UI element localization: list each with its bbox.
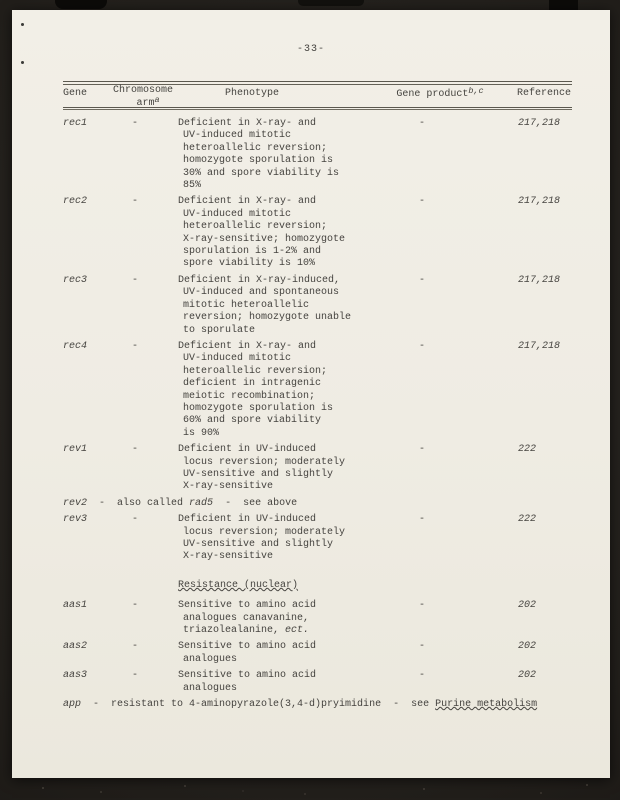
gene-product-value: - <box>418 274 425 286</box>
phenotype-line: homozygote sporulation is <box>183 155 334 167</box>
scan-noise <box>42 787 44 789</box>
phenotype-text <box>147 514 382 564</box>
table-row <box>12 600 610 637</box>
phenotype-line: 60% and spore viability <box>183 415 322 427</box>
table-row <box>12 444 610 494</box>
phenotype-line: to sporulate <box>183 324 256 336</box>
footnote-marker-bc: b,c <box>468 85 484 96</box>
phenotype-line: UV-induced and spontaneous <box>183 287 340 299</box>
punch-mark <box>21 23 24 26</box>
column-header-arm-text: arm <box>136 98 155 109</box>
gene-name: aas2 <box>63 641 88 653</box>
phenotype-line: deficient in intragenic <box>183 378 322 390</box>
phenotype-text <box>147 641 382 666</box>
gene-name: rec2 <box>63 196 88 208</box>
chromosome-arm-value: - <box>131 274 138 286</box>
phenotype-line: UV-sensitive and slightly <box>183 468 334 480</box>
table-row <box>12 341 610 440</box>
phenotype-text <box>147 275 382 337</box>
phenotype-line: X-ray-sensitive <box>183 481 274 493</box>
document-page <box>12 10 610 778</box>
phenotype-line: heteroallelic reversion; <box>183 221 328 233</box>
wavy-underlined-text: Purine metabolism <box>435 699 538 711</box>
phenotype-line: Sensitive to amino acid <box>178 600 317 612</box>
phenotype-text <box>147 118 382 192</box>
phenotype-line: Deficient in X-ray- and <box>178 340 317 352</box>
note-text: - see above <box>213 497 298 509</box>
phenotype-line: UV-sensitive and slightly <box>183 539 334 550</box>
note-text: - also called <box>87 497 190 509</box>
chromosome-arm-value: - <box>131 196 138 208</box>
table-row <box>12 196 610 270</box>
table-row-note <box>12 498 610 510</box>
gene-name: rev1 <box>63 444 88 456</box>
phenotype-line: triazolealanine, ect. <box>183 625 310 637</box>
phenotype-line: Deficient in X-ray- and <box>178 118 317 129</box>
phenotype-line: locus reversion; moderately <box>183 456 346 468</box>
chromosome-arm-value: - <box>131 600 138 612</box>
phenotype-line: analogues <box>183 653 238 665</box>
phenotype-text <box>147 444 382 494</box>
gene-name: rec3 <box>63 274 88 286</box>
phenotype-line: spore viability is 10% <box>183 258 316 270</box>
chromosome-arm-value: - <box>131 118 138 129</box>
chromosome-arm-value: - <box>131 641 138 653</box>
phenotype-text <box>147 600 382 637</box>
chromosome-arm-value: - <box>131 340 138 352</box>
phenotype-line: Deficient in UV-induced <box>178 514 317 526</box>
page-number: -33- <box>296 44 325 55</box>
scan-artifact <box>298 0 364 6</box>
phenotype-line: X-ray-sensitive <box>183 551 274 563</box>
gene-name: aas3 <box>63 670 88 682</box>
gene-product-value: - <box>418 600 425 612</box>
phenotype-line: X-ray-sensitive; homozygote <box>183 233 346 245</box>
italic-text: rad5 <box>189 497 214 509</box>
phenotype-line: homozygote sporulation is <box>183 402 334 414</box>
phenotype-line: Deficient in X-ray-induced, <box>178 274 341 286</box>
phenotype-line: analogues <box>183 682 238 694</box>
column-header-chromosome: Chromosome <box>112 85 174 96</box>
reference-value: 202 <box>518 641 537 653</box>
phenotype-text <box>147 196 382 270</box>
reference-value: 222 <box>518 444 537 456</box>
phenotype-line: 85% <box>183 180 202 192</box>
italic-text: rev2 <box>63 497 88 509</box>
column-header-reference: Reference <box>517 88 572 99</box>
gene-name: rec4 <box>63 340 88 352</box>
phenotype-line: meiotic recombination; <box>183 390 316 402</box>
gene-product-value: - <box>418 196 425 208</box>
column-header-gene-product <box>396 85 484 101</box>
phenotype-line: analogues canavanine, <box>183 612 310 624</box>
gene-product-value: - <box>418 118 425 129</box>
table-row <box>12 514 610 564</box>
footnote-marker-a: a <box>154 94 160 105</box>
note-text: - resistant to 4-aminopyrazole(3,4-d)pryimidine - see <box>81 699 436 711</box>
gene-name: aas1 <box>63 600 88 612</box>
phenotype-line: UV-induced mitotic <box>183 208 292 220</box>
table-rows <box>12 118 610 715</box>
phenotype-line: locus reversion; moderately <box>183 526 346 538</box>
phenotype-text <box>147 670 382 695</box>
column-header-gene: Gene <box>63 88 88 99</box>
phenotype-line: mitotic heteroallelic <box>183 299 310 311</box>
phenotype-line: is 90% <box>183 427 220 439</box>
phenotype-line: Sensitive to amino acid <box>178 670 317 682</box>
gene-product-value: - <box>418 670 425 682</box>
gene-product-value: - <box>418 444 425 456</box>
reference-value: 217,218 <box>518 196 561 208</box>
reference-value: 222 <box>518 514 537 526</box>
reference-value: 202 <box>518 670 537 682</box>
chromosome-arm-value: - <box>131 444 138 456</box>
italic-text: ect. <box>285 625 310 637</box>
punch-mark <box>21 61 24 64</box>
phenotype-line: reversion; homozygote unable <box>183 312 352 324</box>
table-header-rule <box>63 107 572 110</box>
reference-value: 217,218 <box>518 118 561 129</box>
table-row <box>12 118 610 192</box>
scan-artifact <box>55 0 107 9</box>
table-row <box>12 275 610 337</box>
phenotype-text <box>147 341 382 440</box>
section-heading: Resistance (nuclear) <box>178 579 299 591</box>
phenotype-line: UV-induced mitotic <box>183 353 292 365</box>
chromosome-arm-value: - <box>131 514 138 526</box>
chromosome-arm-value: - <box>131 670 138 682</box>
phenotype-line: Deficient in UV-induced <box>178 444 317 456</box>
gene-product-value: - <box>418 641 425 653</box>
gene-product-value: - <box>418 514 425 526</box>
phenotype-line: heteroallelic reversion; <box>183 365 328 377</box>
column-header-phenotype: Phenotype <box>224 88 280 99</box>
phenotype-line: Sensitive to amino acid <box>178 641 317 653</box>
table-row <box>12 641 610 666</box>
reference-value: 217,218 <box>518 340 561 352</box>
phenotype-line: 30% and spore viability is <box>183 167 340 179</box>
phenotype-line: UV-induced mitotic <box>183 130 292 142</box>
table-row-note <box>12 699 610 711</box>
table-row <box>12 670 610 695</box>
italic-text: app <box>63 699 82 711</box>
gene-name: rev3 <box>63 514 88 526</box>
reference-value: 217,218 <box>518 274 561 286</box>
gene-name: rec1 <box>63 118 88 129</box>
phenotype-line: heteroallelic reversion; <box>183 142 328 154</box>
phenotype-line: sporulation is 1-2% and <box>183 246 322 258</box>
column-header-gene-product-text: Gene product <box>396 89 469 100</box>
phenotype-line: Deficient in X-ray- and <box>178 196 317 208</box>
gene-product-value: - <box>418 340 425 352</box>
reference-value: 202 <box>518 600 537 612</box>
